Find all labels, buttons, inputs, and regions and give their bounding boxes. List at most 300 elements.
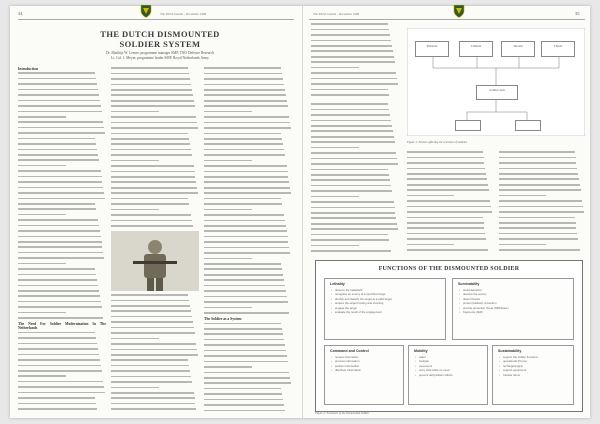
- text-line: [111, 220, 199, 224]
- list-item: • position information: [331, 364, 403, 368]
- text-line: [204, 247, 292, 251]
- body-text: [111, 67, 199, 229]
- diagram-box: Climate: [459, 41, 493, 57]
- article-title: [50, 29, 270, 49]
- page-number: 35: [575, 11, 580, 16]
- body-text: [18, 332, 106, 411]
- text-line: [111, 122, 199, 126]
- text-line: [111, 89, 199, 93]
- text-line: [204, 133, 292, 137]
- list-item: • prevent dehydration effects: [415, 373, 487, 377]
- diagram-box: Mission: [415, 41, 449, 57]
- text-line: [18, 306, 106, 310]
- text-line: [407, 244, 493, 248]
- text-line: [204, 165, 292, 169]
- text-line: [311, 29, 399, 33]
- text-column-1: [18, 66, 106, 411]
- text-line: [18, 149, 106, 153]
- text-line: [311, 147, 399, 151]
- text-line: [311, 196, 399, 200]
- text-line: [111, 143, 199, 147]
- text-line: [311, 245, 399, 249]
- text-line: [204, 252, 292, 256]
- text-line: [204, 377, 292, 381]
- text-line: [499, 195, 585, 199]
- text-line: [311, 40, 399, 44]
- text-line: [407, 162, 493, 166]
- list-item: • avoid detection: [459, 288, 573, 292]
- text-line: [204, 192, 292, 196]
- list-item: • fuel/gas: [415, 359, 487, 363]
- text-line: [311, 141, 399, 145]
- text-line: [111, 154, 199, 158]
- text-line: [311, 94, 399, 96]
- mobility-list: [409, 355, 487, 377]
- text-line: [407, 189, 493, 193]
- text-line: [311, 72, 399, 76]
- list-item: • transfer items: [499, 373, 573, 377]
- list-item: • fragments (IED): [459, 310, 573, 314]
- body-text: [311, 103, 399, 252]
- text-line: [111, 149, 199, 153]
- text-line: [499, 168, 585, 172]
- list-item: • provide protection threat (NBC/laser): [459, 306, 573, 310]
- text-line: [18, 127, 106, 131]
- text-line: [18, 192, 106, 196]
- text-line: [311, 89, 399, 93]
- text-line: [499, 227, 585, 231]
- text-column-mid-2: [407, 150, 493, 252]
- text-line: [18, 295, 106, 299]
- text-line: [204, 181, 292, 185]
- text-line: [204, 209, 292, 213]
- text-line: [499, 162, 585, 166]
- text-line: [204, 67, 292, 71]
- text-line: [18, 94, 106, 98]
- text-line: [204, 225, 292, 229]
- command-box: [324, 345, 404, 405]
- text-line: [311, 103, 399, 107]
- survivability-heading: Survivability: [458, 282, 480, 286]
- text-line: [18, 301, 106, 305]
- text-line: [111, 181, 199, 185]
- text-line: [499, 200, 585, 204]
- text-line: [204, 333, 292, 337]
- text-line: [407, 195, 493, 199]
- text-line: [111, 209, 199, 213]
- text-line: [18, 263, 106, 267]
- text-line: [111, 94, 199, 98]
- body-text: [499, 151, 585, 252]
- text-line: [18, 386, 106, 390]
- text-line: [18, 143, 106, 147]
- text-line: [204, 160, 292, 164]
- text-line: [204, 404, 292, 408]
- text-line: [204, 258, 292, 262]
- sustainability-heading: Sustainability: [498, 349, 522, 353]
- text-line: [111, 359, 199, 363]
- text-line: [311, 50, 399, 54]
- text-line: [204, 241, 292, 245]
- text-line: [18, 219, 106, 223]
- list-item: • recognise an enemy at a specified range: [331, 292, 445, 296]
- list-item: • recharge/supply: [499, 364, 573, 368]
- text-line: [18, 397, 106, 401]
- text-line: [204, 285, 292, 289]
- text-line: [204, 312, 292, 316]
- text-line: [311, 185, 399, 189]
- text-line: [111, 176, 199, 180]
- text-line: [204, 393, 292, 397]
- text-column-mid-1: [311, 102, 399, 252]
- text-line: [111, 105, 199, 109]
- text-line: [204, 187, 292, 191]
- text-line: [18, 375, 106, 379]
- running-head: The RUSI Journal - December 1998: [313, 12, 360, 16]
- text-line: [311, 136, 399, 140]
- text-line: [311, 239, 399, 243]
- text-line: [18, 252, 106, 256]
- text-line: [18, 203, 106, 207]
- text-line: [18, 89, 106, 93]
- text-line: [111, 198, 199, 202]
- text-column-3: [204, 66, 292, 411]
- text-line: [204, 274, 292, 278]
- text-line: [204, 203, 292, 207]
- functions-title: FUNCTIONS OF THE DISMOUNTED SOLDIER: [378, 266, 520, 272]
- text-line: [311, 190, 399, 194]
- text-line: [18, 370, 106, 374]
- text-line: [311, 158, 399, 162]
- text-line: [18, 111, 106, 115]
- text-line: [407, 168, 493, 172]
- text-line: [111, 397, 199, 401]
- text-line: [111, 192, 199, 196]
- text-line: [111, 300, 199, 304]
- text-line: [204, 149, 292, 153]
- text-line: [111, 321, 199, 325]
- text-line: [204, 350, 292, 354]
- text-line: [18, 332, 106, 336]
- header-rule: [309, 19, 585, 20]
- magazine-spread: [10, 6, 590, 418]
- text-line: [204, 344, 292, 348]
- text-line: [407, 200, 493, 204]
- text-line: [311, 201, 399, 205]
- text-line: [311, 223, 399, 227]
- text-line: [18, 236, 106, 240]
- text-line: [311, 217, 399, 221]
- text-line: [18, 176, 106, 180]
- text-line: [499, 244, 585, 248]
- text-line: [111, 310, 199, 314]
- survivability-list: [453, 288, 573, 314]
- text-line: [18, 198, 106, 202]
- text-line: [111, 225, 199, 229]
- text-line: [18, 337, 106, 341]
- text-line: [204, 323, 292, 327]
- text-line: [499, 151, 585, 155]
- text-line: [111, 305, 199, 309]
- text-line: [111, 392, 199, 396]
- figure-1-caption: Figure 1: Factors affecting the selection of modules: [407, 140, 468, 144]
- text-line: [204, 301, 292, 305]
- list-item: • engage the target: [331, 306, 445, 310]
- text-line: [204, 143, 292, 147]
- text-line: [18, 365, 106, 369]
- text-line: [311, 125, 399, 129]
- title-line-1: THE DUTCH DISMOUNTED: [100, 29, 220, 39]
- text-line: [407, 151, 493, 155]
- text-line: [111, 408, 199, 411]
- text-line: [111, 403, 199, 407]
- text-line: [204, 116, 292, 120]
- text-line: [311, 152, 399, 156]
- text-line: [111, 67, 199, 71]
- text-line: [499, 217, 585, 221]
- text-line: [18, 354, 106, 358]
- text-line: [18, 154, 106, 158]
- soldier-photo: [111, 231, 199, 291]
- body-text: [311, 23, 399, 96]
- survivability-box: [452, 278, 574, 340]
- body-text: [204, 323, 292, 411]
- text-line: [311, 228, 399, 232]
- text-line: [111, 138, 199, 142]
- left-page: [10, 6, 302, 418]
- text-line: [18, 214, 106, 218]
- text-line: [111, 111, 199, 115]
- text-line: [111, 343, 199, 347]
- text-line: [18, 359, 106, 363]
- text-line: [18, 100, 106, 104]
- text-line: [407, 217, 493, 221]
- text-line: [204, 78, 292, 82]
- text-line: [18, 246, 106, 250]
- text-line: [204, 399, 292, 403]
- text-line: [311, 23, 399, 27]
- command-list: [325, 355, 403, 373]
- text-column-2: [111, 66, 199, 411]
- text-line: [111, 381, 199, 385]
- text-line: [204, 361, 292, 365]
- functions-figure: [315, 260, 583, 412]
- text-line: [204, 290, 292, 294]
- text-line: [204, 355, 292, 359]
- text-line: [18, 78, 106, 82]
- text-line: [204, 171, 292, 175]
- text-line: [111, 73, 199, 77]
- text-line: [18, 208, 106, 212]
- intro-heading: Introduction: [18, 67, 39, 71]
- list-item: • deceive the enemy: [459, 292, 573, 296]
- text-line: [499, 222, 585, 226]
- lethality-box: [324, 278, 446, 340]
- diagram-box-small: [515, 120, 541, 131]
- list-item: • protect (ballistic) protection: [459, 301, 573, 305]
- text-line: [407, 178, 493, 182]
- text-line: [111, 338, 199, 342]
- text-line: [311, 109, 399, 113]
- text-line: [311, 67, 399, 71]
- list-item: • identify and classify the target at a valid target: [331, 297, 445, 301]
- text-line: [18, 116, 106, 120]
- text-line: [499, 178, 585, 182]
- text-line: [204, 296, 292, 300]
- list-item: • observe the battlefield: [331, 288, 445, 292]
- list-item: • movement: [415, 364, 487, 368]
- text-line: [204, 84, 292, 88]
- text-line: [204, 328, 292, 332]
- text-line: [311, 250, 399, 252]
- text-line: [18, 317, 106, 321]
- text-line: [111, 84, 199, 88]
- text-line: [407, 184, 493, 188]
- text-line: [18, 105, 106, 109]
- shield-emblem-icon: [453, 5, 465, 18]
- title-line-2: SOLDIER SYSTEM: [119, 39, 201, 49]
- text-line: [111, 165, 199, 169]
- text-line: [204, 372, 292, 376]
- text-line: [311, 130, 399, 134]
- text-line: [204, 236, 292, 240]
- header-rule: [18, 19, 294, 20]
- author-1: Dr. Matthijs W. Lenser, programme manager SMP, TNO Defence Research: [105, 51, 215, 55]
- text-line: [311, 212, 399, 216]
- shield-emblem-icon: [140, 5, 152, 18]
- text-line: [18, 343, 106, 347]
- text-line: [499, 173, 585, 177]
- need-heading: The Need For Soldier Modernization In The Netherlands: [18, 322, 106, 331]
- text-line: [111, 370, 199, 374]
- text-line: [18, 241, 106, 245]
- text-line: [18, 159, 106, 163]
- text-line: [18, 225, 106, 229]
- text-line: [204, 198, 292, 202]
- text-line: [18, 290, 106, 294]
- text-line: [311, 78, 399, 82]
- text-line: [311, 61, 399, 65]
- text-line: [407, 157, 493, 161]
- text-line: [18, 121, 106, 125]
- text-line: [18, 170, 106, 174]
- text-line: [407, 249, 493, 252]
- page-number: 34: [18, 11, 23, 16]
- text-line: [204, 127, 292, 131]
- text-line: [499, 157, 585, 161]
- text-line: [499, 206, 585, 210]
- text-line: [111, 187, 199, 191]
- text-line: [18, 181, 106, 185]
- text-line: [18, 274, 106, 278]
- text-line: [111, 365, 199, 369]
- list-item: • carry load while on move: [415, 368, 487, 372]
- text-line: [407, 211, 493, 215]
- text-line: [111, 160, 199, 164]
- text-line: [311, 83, 399, 87]
- text-line: [204, 339, 292, 343]
- lethality-list: [325, 288, 445, 314]
- text-line: [204, 73, 292, 77]
- text-line: [407, 227, 493, 231]
- text-line: [311, 169, 399, 173]
- list-item: • process information: [331, 359, 403, 363]
- list-item: • detect threats: [459, 297, 573, 301]
- text-line: [111, 78, 199, 82]
- text-line: [204, 220, 292, 224]
- text-line: [499, 233, 585, 237]
- text-line: [311, 56, 399, 60]
- text-line: [311, 120, 399, 124]
- text-line: [204, 307, 292, 311]
- text-line: [111, 387, 199, 391]
- text-line: [18, 408, 106, 411]
- mobility-heading: Mobility: [414, 349, 428, 353]
- text-line: [18, 230, 106, 234]
- text-line: [311, 234, 399, 238]
- text-line: [204, 154, 292, 158]
- right-page: [302, 6, 591, 418]
- text-line: [204, 94, 292, 98]
- text-line: [407, 173, 493, 177]
- text-line: [18, 403, 106, 407]
- text-line: [18, 285, 106, 289]
- list-item: • support the soldier functions: [499, 355, 573, 359]
- text-line: [311, 207, 399, 211]
- text-line: [407, 206, 493, 210]
- text-line: [111, 171, 199, 175]
- text-line: [18, 348, 106, 352]
- text-line: [111, 316, 199, 320]
- text-line: [204, 176, 292, 180]
- text-line: [311, 174, 399, 178]
- text-line: [311, 114, 399, 118]
- text-line: [18, 72, 106, 76]
- sustainability-list: [493, 355, 573, 377]
- text-line: [499, 249, 585, 252]
- list-item: • operational (fit) use: [499, 359, 573, 363]
- text-line: [18, 312, 106, 316]
- mobility-box: [408, 345, 488, 405]
- text-line: [18, 138, 106, 142]
- text-line: [111, 354, 199, 358]
- list-item: • water: [415, 355, 487, 359]
- list-item: • receive information: [331, 355, 403, 359]
- text-line: [407, 238, 493, 242]
- diagram-box-center: Soldier unit: [476, 85, 518, 100]
- text-line: [111, 133, 199, 137]
- text-line: [204, 100, 292, 104]
- text-line: [407, 222, 493, 226]
- text-line: [499, 184, 585, 188]
- text-column-top: [311, 22, 399, 96]
- text-line: [111, 332, 199, 336]
- text-line: [204, 388, 292, 392]
- text-line: [111, 203, 199, 207]
- text-line: [18, 268, 106, 272]
- text-line: [18, 279, 106, 283]
- text-line: [111, 116, 199, 120]
- list-item: • acquire the target binding and shooting: [331, 301, 445, 305]
- diagram-box-small: [455, 120, 481, 131]
- text-line: [111, 100, 199, 104]
- text-line: [499, 211, 585, 215]
- sustainability-box: [492, 345, 574, 405]
- text-line: [204, 410, 292, 411]
- text-column-mid-3: [499, 150, 585, 252]
- text-line: [111, 327, 199, 331]
- text-line: [204, 263, 292, 267]
